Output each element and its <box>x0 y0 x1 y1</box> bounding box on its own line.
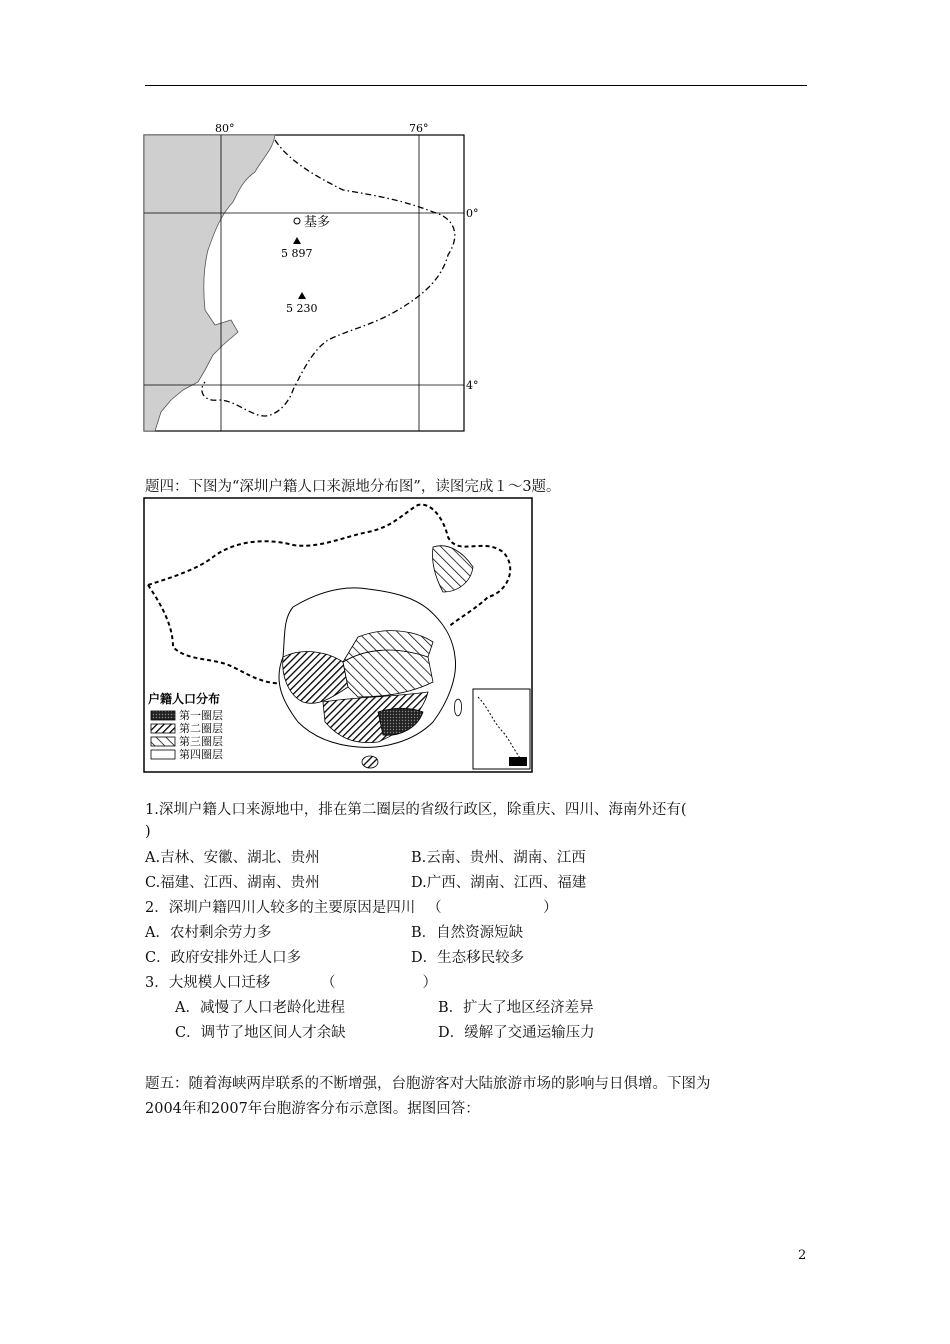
lat-bottom-label: 4° <box>466 379 479 392</box>
city-label: 基多 <box>304 215 331 230</box>
q2-option-c: C．政府安排外迁人口多 <box>145 950 302 966</box>
lat-top-label: 0° <box>466 207 479 220</box>
q3-option-c: C．调节了地区间人才余缺 <box>175 1025 346 1041</box>
legend-item-1: 第一圈层 <box>179 709 223 722</box>
q3-option-a: A．减慢了人口老龄化进程 <box>175 1000 345 1016</box>
peak2-label: 5 230 <box>286 302 318 315</box>
q2-option-a: A．农村剩余劳力多 <box>145 925 272 941</box>
legend-item-3: 第三圈层 <box>179 735 223 748</box>
q2-stem: 2．深圳户籍四川人较多的主要原因是四川 （ ） <box>145 900 558 916</box>
section5-line2: 2004年和2007年台胞游客分布示意图。据图回答： <box>145 1101 480 1117</box>
q1-option-c: C.福建、江西、湖南、贵州 <box>145 875 320 891</box>
page-number: 2 <box>798 1248 807 1263</box>
legend-title: 户籍人口分布 <box>148 692 221 706</box>
lon-right-label: 76° <box>409 122 429 135</box>
ecuador-map <box>143 120 479 432</box>
q1-option-a: A.吉林、安徽、湖北、贵州 <box>145 850 320 866</box>
q1-stem-end: ) <box>145 824 151 840</box>
q1-option-b: B.云南、贵州、湖南、江西 <box>411 850 586 866</box>
peak1-label: 5 897 <box>281 247 313 260</box>
q3-stem: 3．大规模人口迁移 （ ） <box>145 975 437 991</box>
q2-option-d: D．生态移民较多 <box>411 950 525 966</box>
section5-line1: 题五：随着海峡两岸联系的不断增强，台胞游客对大陆旅游市场的影响与日俱增。下图为 <box>145 1076 711 1092</box>
legend-item-4: 第四圈层 <box>179 748 223 761</box>
q3-option-d: D．缓解了交通运输压力 <box>438 1025 595 1041</box>
q1-stem: 1.深圳户籍人口来源地中，排在第二圈层的省级行政区，除重庆、四川、海南外还有( <box>145 802 687 818</box>
lon-left-label: 80° <box>215 122 235 135</box>
q2-option-b: B．自然资源短缺 <box>411 925 524 941</box>
q3-option-b: B．扩大了地区经济差异 <box>438 1000 594 1016</box>
q1-option-d: D.广西、湖南、江西、福建 <box>411 875 587 891</box>
legend-item-2: 第二圈层 <box>179 722 223 735</box>
china-origin-map <box>143 497 533 773</box>
header-rule <box>145 85 807 86</box>
section4-intro: 题四：下图为“深圳户籍人口来源地分布图”，读图完成１～3题。 <box>145 479 561 495</box>
